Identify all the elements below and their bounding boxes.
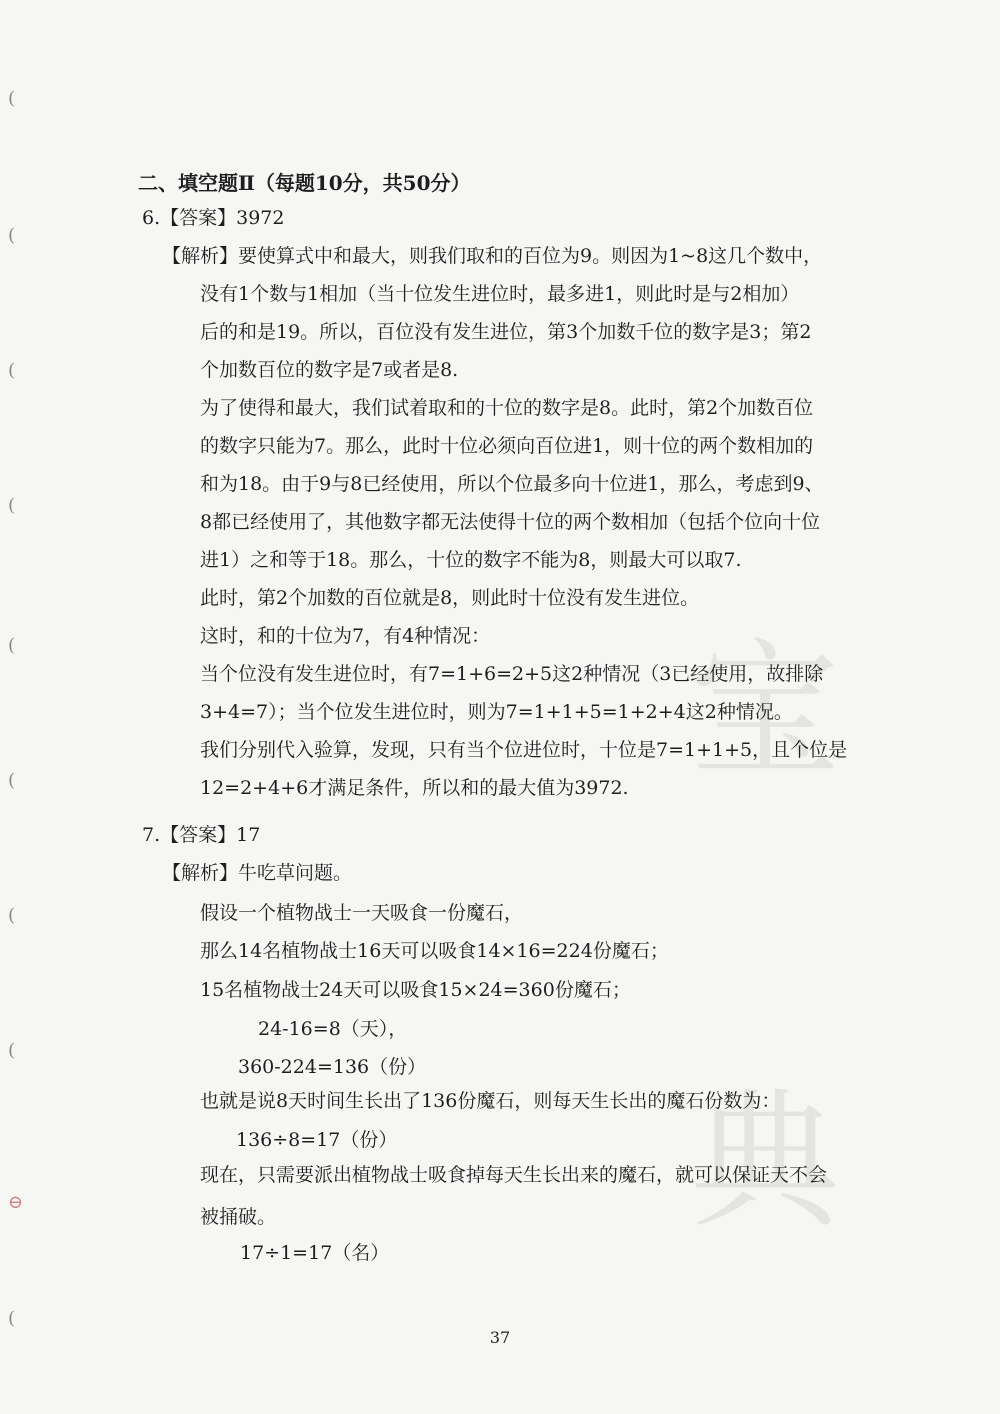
binding-hole-mark: ( bbox=[8, 905, 16, 926]
q7-calc-line: 360-224=136（份） bbox=[238, 1056, 427, 1078]
q7-calc-line: 17÷1=17（名） bbox=[240, 1242, 390, 1264]
q7-analysis-line: 被捅破。 bbox=[200, 1206, 277, 1228]
binding-hole-mark: ( bbox=[8, 225, 16, 246]
q7-analysis-line: 那么14名植物战士16天可以吸食14×16=224份魔石； bbox=[200, 940, 669, 962]
q6-analysis-line: 此时，第2个加数的百位就是8，则此时十位没有发生进位。 bbox=[200, 587, 700, 609]
q6-analysis-line: 8都已经使用了，其他数字都无法使得十位的两个数相加（包括个位向十位 bbox=[200, 511, 821, 533]
q6-analysis-line: 进1）之和等于18。那么，十位的数字不能为8，则最大可以取7. bbox=[200, 549, 742, 571]
q7-analysis-line: 现在，只需要派出植物战士吸食掉每天生长出来的魔石，就可以保证天不会 bbox=[200, 1164, 828, 1186]
q6-analysis-line: 【解析】要使算式中和最大，则我们取和的百位为9。则因为1~8这几个数中， bbox=[162, 245, 823, 267]
q7-analysis-line: 也就是说8天时间生长出了136份魔石，则每天生长出的魔石份数为： bbox=[200, 1090, 781, 1112]
page-number: 37 bbox=[489, 1328, 511, 1347]
binding-hole-mark: ( bbox=[8, 360, 16, 381]
q6-analysis-line: 我们分别代入验算，发现，只有当个位进位时，十位是7=1+1+5，且个位是 bbox=[200, 739, 848, 761]
q6-analysis-line: 3+4=7）；当个位发生进位时，则为7=1+1+5=1+2+4这2种情况。 bbox=[200, 701, 793, 723]
q6-analysis-line: 这时，和的十位为7，有4种情况： bbox=[200, 625, 491, 647]
watermark-glyph: 典 bbox=[690, 1075, 841, 1249]
watermark-glyph: 宝 bbox=[690, 625, 841, 799]
q6-analysis-line: 的数字只能为7。那么，此时十位必须向百位进1，则十位的两个数相加的 bbox=[200, 435, 814, 457]
q6-answer: 6.【答案】3972 bbox=[142, 207, 285, 229]
q6-analysis-line: 当个位没有发生进位时，有7=1+6=2+5这2种情况（3已经使用，故排除 bbox=[200, 663, 824, 685]
q7-analysis-line: 15名植物战士24天可以吸食15×24=360份魔石； bbox=[200, 979, 631, 1001]
q6-analysis-line: 和为18。由于9与8已经使用，所以个位最多向十位进1，那么，考虑到9、 bbox=[200, 473, 824, 495]
binding-hole-mark: ⊖ bbox=[8, 1192, 24, 1213]
binding-hole-mark: ( bbox=[8, 1308, 16, 1329]
q7-analysis-line: 【解析】牛吃草问题。 bbox=[162, 862, 353, 884]
binding-hole-mark: ( bbox=[8, 635, 16, 656]
binding-hole-mark: ( bbox=[8, 88, 16, 109]
q7-calc-line: 136÷8=17（份） bbox=[236, 1129, 398, 1151]
binding-hole-mark: ( bbox=[8, 495, 16, 516]
q7-analysis-line: 假设一个植物战士一天吸食一份魔石， bbox=[200, 902, 524, 924]
binding-hole-mark: ( bbox=[8, 1040, 16, 1061]
q7-answer: 7.【答案】17 bbox=[142, 824, 261, 846]
q6-analysis-line: 12=2+4+6才满足条件，所以和的最大值为3972. bbox=[200, 777, 629, 799]
q6-analysis-line: 为了使得和最大，我们试着取和的十位的数字是8。此时，第2个加数百位 bbox=[200, 397, 814, 419]
q6-analysis-line: 后的和是19。所以，百位没有发生进位，第3个加数千位的数字是3；第2 bbox=[200, 321, 812, 343]
q6-analysis-line: 没有1个数与1相加（当十位发生进位时，最多进1，则此时是与2相加） bbox=[200, 283, 800, 305]
q7-calc-line: 24-16=8（天）， bbox=[258, 1018, 408, 1040]
section-heading: 二、填空题Ⅱ（每题10分，共50分） bbox=[138, 171, 471, 195]
q6-analysis-line: 个加数百位的数字是7或者是8. bbox=[200, 359, 459, 381]
binding-hole-mark: ( bbox=[8, 770, 16, 791]
